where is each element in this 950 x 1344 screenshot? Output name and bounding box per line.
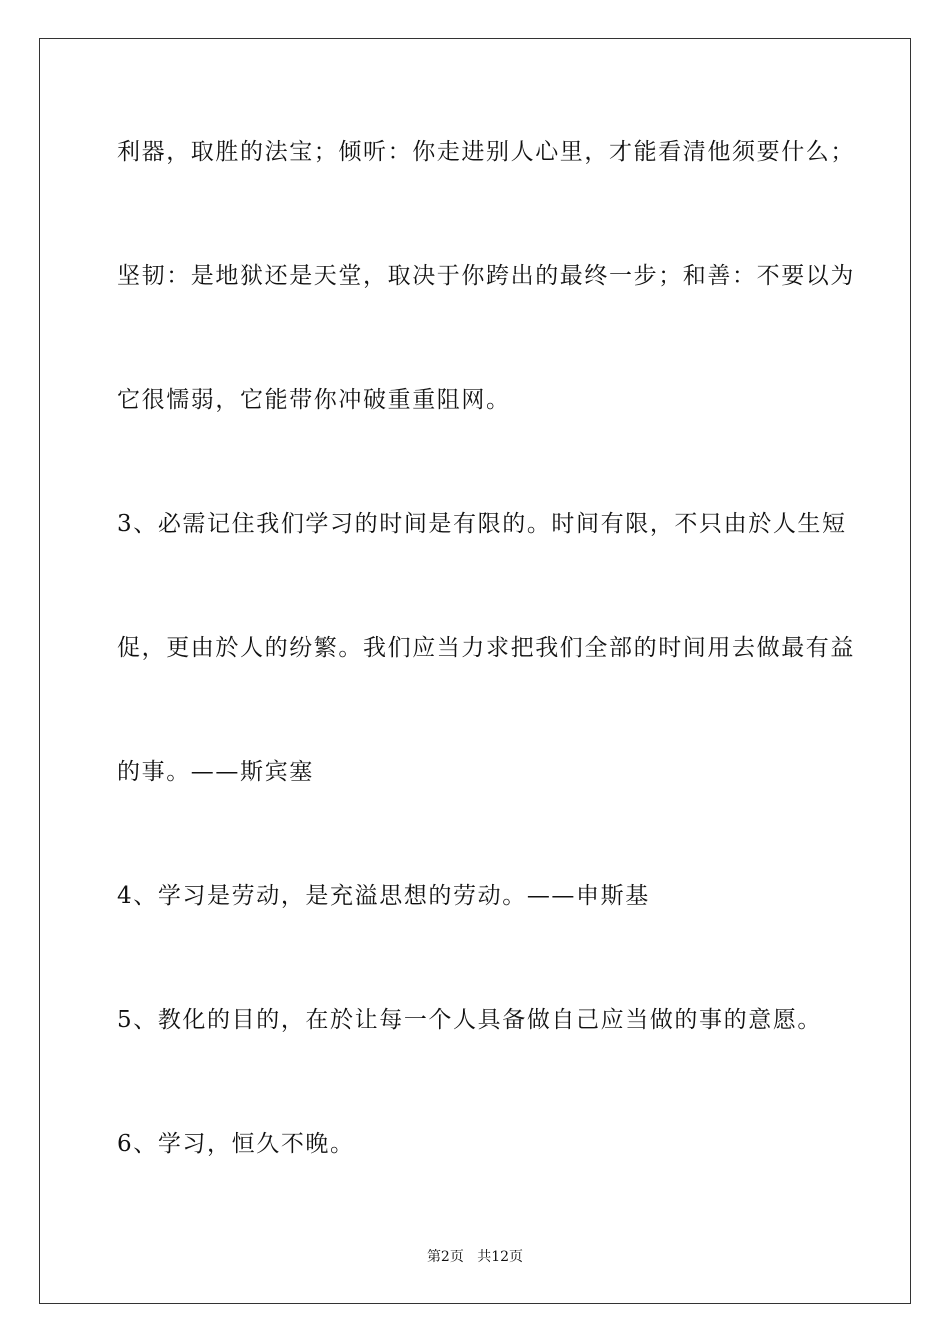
- text-line: 6、学习，恒久不晚。: [117, 1131, 355, 1157]
- text-line: 促，更由於人的纷繁。我们应当力求把我们全部的时间用去做最有益: [117, 635, 855, 661]
- page-number: 第2页: [426, 1249, 464, 1265]
- text-line: 3、必需记住我们学习的时间是有限的。时间有限，不只由於人生短: [117, 511, 847, 537]
- text-line: 它很懦弱，它能带你冲破重重阻网。: [117, 387, 511, 413]
- text-line: 5、教化的目的，在於让每一个人具备做自己应当做的事的意愿。: [117, 1007, 823, 1033]
- text-line: 4、学习是劳动，是充溢思想的劳动。——申斯基: [117, 883, 650, 909]
- page-footer: [0, 1248, 950, 1266]
- text-line: 的事。——斯宾塞: [117, 759, 314, 785]
- page-border: [39, 38, 911, 1304]
- text-line: 坚韧：是地狱还是天堂，取决于你跨出的最终一步；和善：不要以为: [117, 263, 855, 289]
- page-total: 共12页: [477, 1249, 524, 1265]
- text-line: 利器，取胜的法宝；倾听：你走进别人心里，才能看清他须要什么；: [117, 139, 855, 165]
